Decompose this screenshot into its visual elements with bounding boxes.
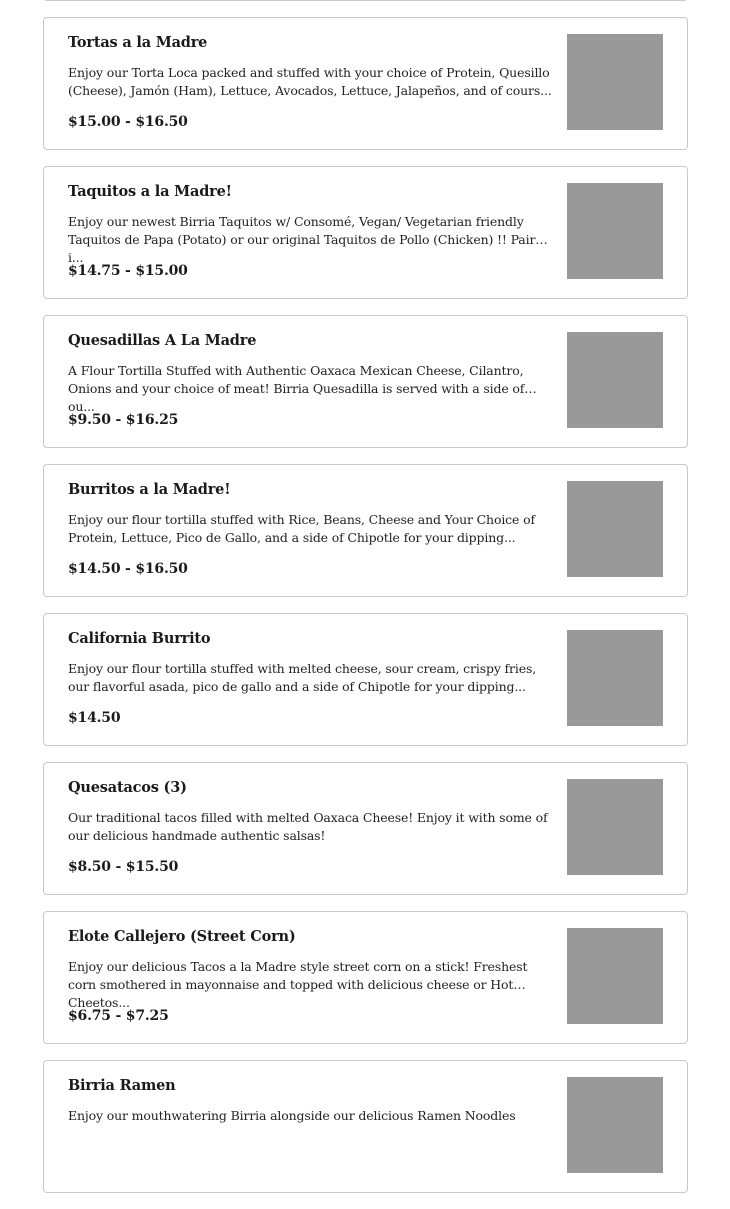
menu-item-name: Quesadillas A La Madre: [68, 332, 257, 349]
menu-item-card[interactable]: [43, 464, 688, 597]
menu-item-price: $6.75 - $7.25: [68, 1008, 169, 1024]
menu-item-price: $14.50 - $16.50: [68, 561, 188, 577]
menu-item-description: Enjoy our flour tortilla stuffed with Rice, Beans, Cheese and Your Choice of Protein, Lettuce, Pico de Gallo, and a side of Chipotle for your dipping...: [68, 512, 535, 545]
menu-item-card[interactable]: [43, 0, 688, 1]
menu-item-description: Our traditional tacos filled with melted Oaxaca Cheese! Enjoy it with some of our delicious handmade authentic salsas!: [68, 810, 548, 843]
menu-item-info: [68, 630, 552, 727]
menu-item-name: Quesatacos (3): [68, 779, 187, 796]
menu-item-info: [68, 1077, 552, 1156]
menu-item-price: $14.75 - $15.00: [68, 263, 188, 279]
menu-item-card[interactable]: [43, 613, 688, 746]
menu-item-card[interactable]: [43, 1060, 688, 1193]
menu-item-name: California Burrito: [68, 630, 211, 647]
menu-item-name: Burritos a la Madre!: [68, 481, 231, 498]
menu-item-info: [68, 183, 552, 280]
menu-item-image-placeholder: [567, 332, 663, 428]
menu-item-image-placeholder: [567, 481, 663, 577]
menu-item-description: Enjoy our delicious Tacos a la Madre style street corn on a stick! Freshest corn smothered in mayonnaise and topped with delicious cheese or Hot Cheetos...: [68, 959, 528, 1010]
menu-item-image-placeholder: [567, 630, 663, 726]
menu-item-price: $8.50 - $15.50: [68, 859, 179, 875]
menu-item-list: [43, 0, 688, 1209]
menu-item-description: Enjoy our Torta Loca packed and stuffed with your choice of Protein, Quesillo (Cheese), Jamón (Ham), Lettuce, Avocados, Lettuce, Jalapeños, and of cours...: [68, 65, 552, 98]
menu-item-card[interactable]: [43, 166, 688, 299]
menu-item-info: [68, 779, 552, 876]
menu-item-card[interactable]: [43, 17, 688, 150]
menu-item-name: Elote Callejero (Street Corn): [68, 928, 296, 945]
menu-item-price: $15.00 - $16.50: [68, 114, 188, 130]
menu-item-description: Enjoy our mouthwatering Birria alongside our delicious Ramen Noodles: [68, 1108, 516, 1123]
menu-item-info: [68, 928, 552, 1025]
menu-item-image-placeholder: [567, 1077, 663, 1173]
menu-item-name: Birria Ramen: [68, 1077, 176, 1094]
menu-item-name: Tortas a la Madre: [68, 34, 208, 51]
menu-item-info: [68, 34, 552, 131]
menu-item-price: $14.50: [68, 710, 121, 726]
menu-item-description: A Flour Tortilla Stuffed with Authentic Oaxaca Mexican Cheese, Cilantro, Onions and your choice of meat! Birria Quesadilla is served with a side of ou...: [68, 363, 525, 414]
menu-item-price: $9.50 - $16.25: [68, 412, 179, 428]
menu-item-description: Enjoy our flour tortilla stuffed with melted cheese, sour cream, crispy fries, our flavorful asada, pico de gallo and a side of Chipotle for your dipping...: [68, 661, 537, 694]
menu-item-image-placeholder: [567, 183, 663, 279]
menu-item-description: Enjoy our newest Birria Taquitos w/ Consomé, Vegan/ Vegetarian friendly Taquitos de Papa (Potato) or our original Taquitos de Pollo (Chicken) !! Pair i...: [68, 214, 536, 265]
menu-item-info: [68, 332, 552, 429]
menu-item-card[interactable]: [43, 762, 688, 895]
menu-item-card[interactable]: [43, 315, 688, 448]
menu-item-image-placeholder: [567, 34, 663, 130]
menu-item-card[interactable]: [43, 911, 688, 1044]
menu-item-image-placeholder: [567, 779, 663, 875]
menu-item-image-placeholder: [567, 928, 663, 1024]
menu-item-name: Taquitos a la Madre!: [68, 183, 232, 200]
menu-item-info: [68, 481, 552, 578]
